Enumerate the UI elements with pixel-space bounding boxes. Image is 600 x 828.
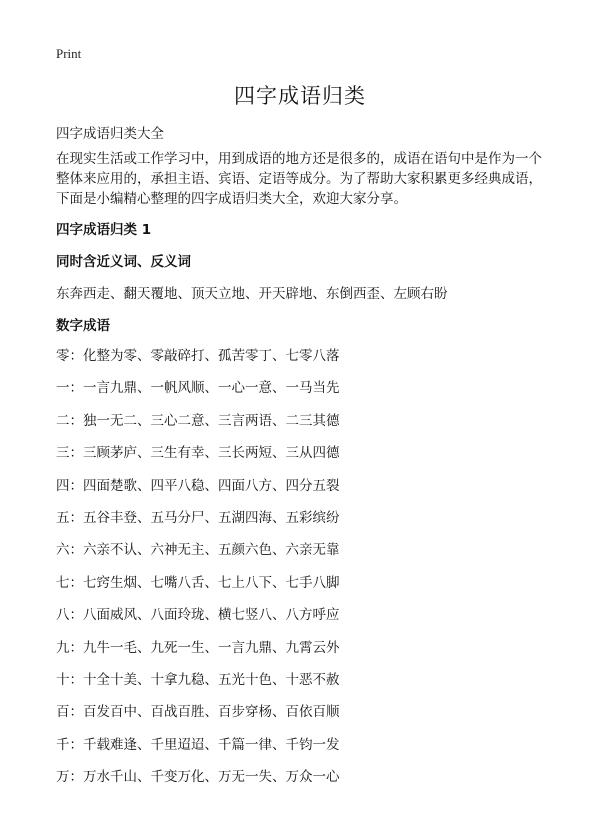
- number-idiom-items: 九牛一毛、九死一生、一言九鼎、九霄云外: [83, 639, 340, 656]
- intro-line: 在现实生活或工作学习中，用到成语的地方还是很多的，成语在语句中是作为一个: [56, 151, 542, 167]
- intro-line: 下面是小编精心整理的四字成语归类大全，欢迎大家分享。: [56, 191, 407, 207]
- number-idiom-row: [56, 344, 340, 364]
- number-idiom-items: 千载难逢、千里迢迢、千篇一律、千钧一发: [83, 736, 340, 753]
- number-idiom-key: 九：: [56, 639, 83, 656]
- number-idiom-items: 七窍生烟、七嘴八舌、七上八下、七手八脚: [83, 574, 340, 591]
- number-idiom-row: [56, 474, 340, 494]
- number-idiom-items: 五谷丰登、五马分尸、五湖四海、五彩缤纷: [83, 510, 340, 526]
- number-idiom-items: 四面楚歌、四平八稳、四面八方、四分五裂: [83, 477, 340, 494]
- number-idiom-key: 万：: [56, 769, 83, 786]
- number-idiom-items: 六亲不认、六神无主、五颜六色、六亲无靠: [83, 542, 340, 559]
- section-heading: 四字成语归类 1: [56, 222, 152, 238]
- page-title: 四字成语归类: [234, 84, 366, 108]
- number-idiom-items: 百发百中、百战百胜、百步穿杨、百依百顺: [83, 704, 340, 721]
- number-idiom-items: 三顾茅庐、三生有幸、三长两短、三从四德: [83, 445, 340, 462]
- number-idiom-row: [56, 603, 340, 623]
- synonym-idioms-line: 东奔西走、翻天覆地、顶天立地、开天辟地、东倒西歪、左顾右盼: [56, 286, 448, 302]
- number-idioms-heading: 数字成语: [56, 318, 110, 334]
- number-idiom-key: 一：: [56, 380, 83, 397]
- number-idiom-items: 一言九鼎、一帆风顺、一心一意、一马当先: [83, 380, 340, 397]
- number-idiom-row: [56, 506, 340, 526]
- number-idiom-row: [56, 376, 340, 396]
- number-idiom-row: [56, 700, 340, 720]
- number-idiom-row: [56, 571, 340, 591]
- number-idiom-row: [56, 409, 340, 429]
- number-idiom-key: 二：: [56, 412, 83, 429]
- number-idiom-items: 万水千山、千变万化、万无一失、万众一心: [83, 769, 340, 786]
- synonym-heading: 同时含近义词、反义词: [56, 254, 191, 270]
- print-label: Print: [56, 46, 82, 61]
- number-idiom-row: [56, 441, 340, 461]
- number-idiom-key: 十：: [56, 672, 83, 688]
- number-idiom-key: 三：: [56, 445, 83, 462]
- number-idiom-key: 百：: [56, 704, 83, 721]
- intro-paragraph: [56, 149, 556, 209]
- number-idiom-key: 八：: [56, 607, 83, 624]
- number-idiom-row: [56, 668, 340, 688]
- number-idiom-row: [56, 538, 340, 558]
- number-idiom-row: [56, 636, 340, 656]
- number-idiom-items: 独一无二、三心二意、三言两语、二三其德: [83, 412, 340, 429]
- number-idiom-row: [56, 733, 340, 753]
- number-idiom-key: 六：: [56, 542, 83, 559]
- number-idiom-items: 十全十美、十拿九稳、五光十色、十恶不赦: [83, 672, 340, 688]
- number-idiom-key: 零：: [56, 348, 83, 364]
- number-idiom-key: 七：: [56, 574, 83, 591]
- article-subtitle: 四字成语归类大全: [56, 126, 164, 142]
- number-idiom-key: 五：: [56, 510, 83, 526]
- number-idiom-row: [56, 765, 340, 785]
- number-idiom-key: 千：: [56, 736, 83, 753]
- number-idiom-items: 八面威风、八面玲珑、横七竖八、八方呼应: [83, 607, 340, 624]
- number-idiom-items: 化整为零、零敲碎打、孤苦零丁、七零八落: [83, 348, 340, 364]
- number-idiom-key: 四：: [56, 477, 83, 494]
- intro-line: 整体来应用的，承担主语、宾语、定语等成分。为了帮助大家积累更多经典成语，: [56, 171, 542, 187]
